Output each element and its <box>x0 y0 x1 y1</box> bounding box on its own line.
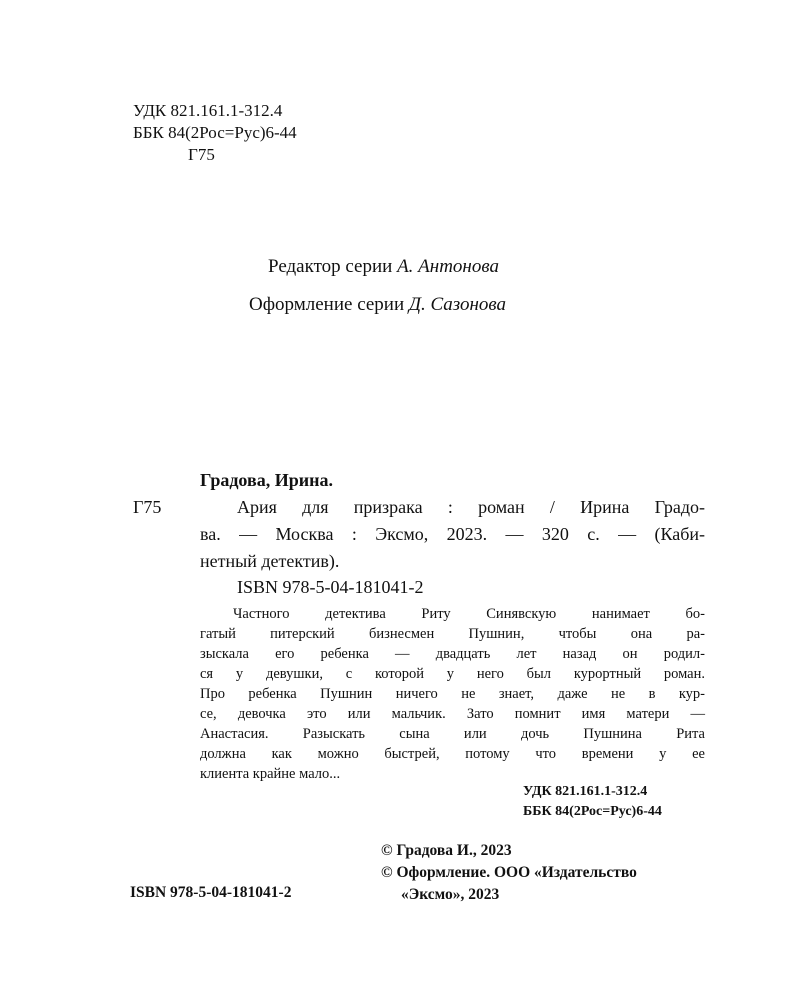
series-editor-name: А. Антонова <box>397 256 499 277</box>
record-isbn: ISBN 978-5-04-181041-2 <box>237 577 424 597</box>
description-line: ва. — Москва : Эксмо, 2023. — 320 с. — (Каби- <box>200 524 705 544</box>
series-design-name: Д. Сазонова <box>408 294 506 315</box>
author-mark: Г75 <box>188 145 215 164</box>
classification-top <box>133 100 297 166</box>
udk-code: УДК 821.161.1-312.4 <box>133 101 283 120</box>
udk-code-bottom: УДК 821.161.1-312.4 <box>523 784 648 799</box>
annotation-line: Про ребенка Пушнин ничего не знает, даже не в кур- <box>200 686 705 702</box>
record-code: Г75 <box>133 497 162 517</box>
annotation-line: зыскала его ребенка — двадцать лет назад он родил- <box>200 646 705 662</box>
series-editor-line <box>268 256 499 278</box>
copyright-line: © Градова И., 2023 <box>381 842 512 859</box>
classification-bottom <box>523 782 662 822</box>
description-line: Ария для призрака : роман / Ирина Градо- <box>237 497 705 517</box>
annotation-line: се, девочка это или мальчик. Зато помнит имя матери — <box>200 706 705 722</box>
annotation-line: клиента крайне мало... <box>200 766 341 782</box>
record-description <box>200 494 705 575</box>
bbk-code-bottom: ББК 84(2Рос=Рус)6-44 <box>523 804 662 819</box>
series-editor-label: Редактор серии <box>268 256 393 277</box>
footer-isbn: ISBN 978-5-04-181041-2 <box>130 884 292 901</box>
series-design-line <box>249 294 506 316</box>
bbk-code: ББК 84(2Рос=Рус)6-44 <box>133 123 297 142</box>
copyright-block <box>381 840 637 906</box>
annotation <box>200 604 705 784</box>
annotation-line: ся у девушки, с которой у него был курортный роман. <box>200 666 705 682</box>
annotation-line: гатый питерский бизнесмен Пушнин, чтобы она ра- <box>200 626 705 642</box>
annotation-line: должна как можно быстрей, потому что времени у ее <box>200 746 705 762</box>
annotation-line: Анастасия. Разыскать сына или дочь Пушнина Рита <box>200 726 705 742</box>
record-author: Градова, Ирина. <box>200 470 333 490</box>
annotation-line: Частного детектива Риту Синявскую нанимает бо- <box>233 606 705 622</box>
description-line: нетный детектив). <box>200 551 340 571</box>
series-design-label: Оформление серии <box>249 294 405 315</box>
copyright-line: © Оформление. ООО «Издательство <box>381 864 637 881</box>
copyright-line: «Эксмо», 2023 <box>401 886 500 903</box>
